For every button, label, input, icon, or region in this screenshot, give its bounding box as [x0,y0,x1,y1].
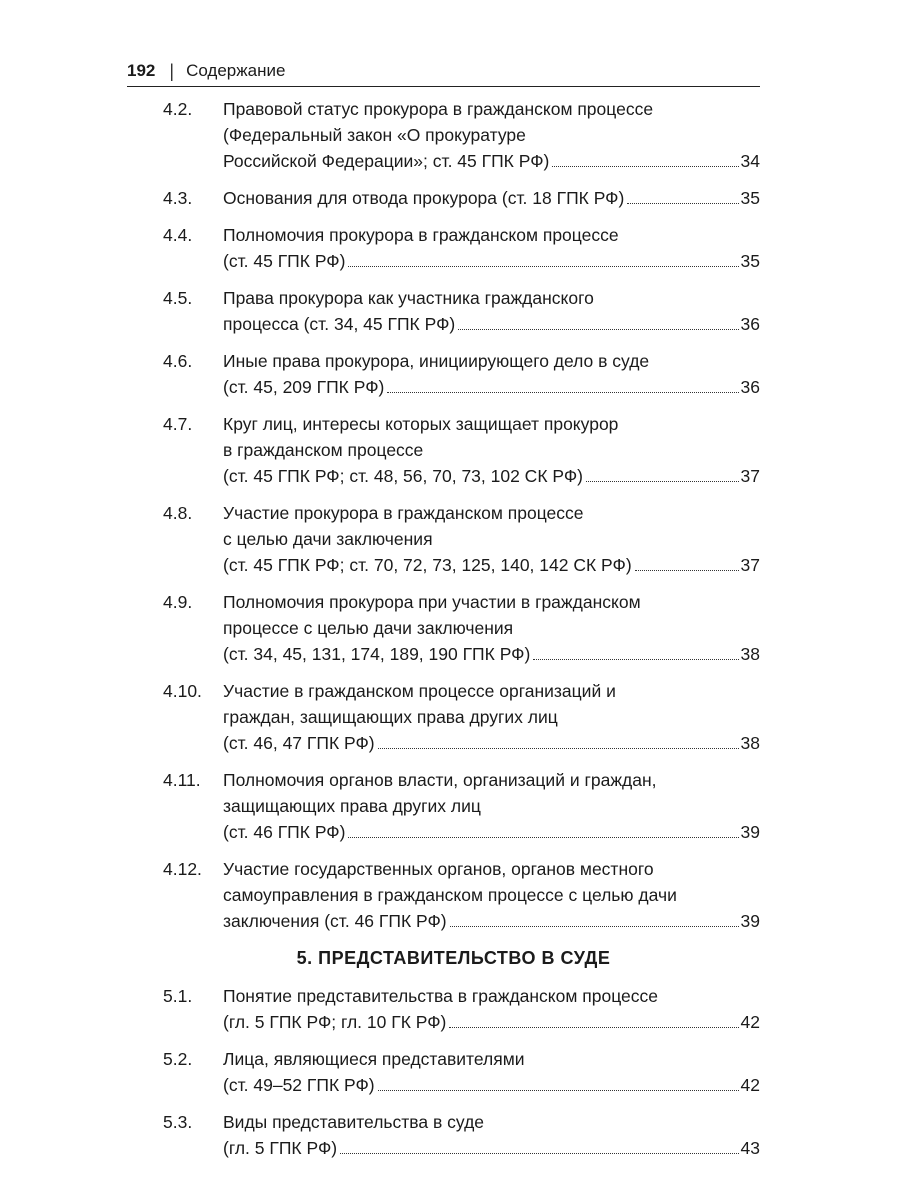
toc-page-number[interactable]: 34 [740,151,760,171]
toc-entry-text-line: (Федеральный закон «О прокуратуре [223,125,526,145]
toc-page-number[interactable]: 42 [740,1012,760,1032]
toc-entry-leader-line [223,374,760,400]
toc-group-section-5 [127,983,760,1161]
toc-entry-text-line: (гл. 5 ГПК РФ; гл. 10 ГК РФ) [223,1012,447,1032]
toc-entry-leader-line [223,730,760,756]
dot-leader [348,265,738,267]
toc-group-section-4 [127,96,760,934]
toc-entry-leader-line [223,819,760,845]
running-header [127,58,760,84]
dot-leader [627,202,738,204]
toc-entry-text-line: (ст. 46 ГПК РФ) [223,822,346,842]
toc-page-number[interactable]: 38 [740,733,760,753]
toc-entry-number: 4.10. [163,681,202,701]
toc-page-number[interactable]: 43 [740,1138,760,1158]
toc-entry-text-line: заключения (ст. 46 ГПК РФ) [223,911,447,931]
dot-leader [450,925,739,927]
toc-page-number[interactable]: 42 [740,1075,760,1095]
toc-entry-number: 5.2. [163,1049,193,1069]
toc-entry-leader-line [223,1009,760,1035]
toc-entry[interactable] [127,767,760,845]
toc-entry-text-line: Круг лиц, интересы которых защищает прокурор [223,414,619,434]
toc-entry-text-line: процессе с целью дачи заключения [223,618,514,638]
dot-leader [458,328,738,330]
header-rule [127,86,760,87]
toc-entry[interactable] [127,589,760,667]
toc-page-number[interactable]: 39 [740,822,760,842]
toc-entry-leader-line [223,148,760,174]
toc-entry[interactable] [127,285,760,337]
toc-entry-leader-line [223,248,760,274]
toc-entry-text-line: Полномочия прокурора в гражданском процессе [223,225,619,245]
toc-entry-text-line: граждан, защищающих права других лиц [223,707,558,727]
toc-entry[interactable] [127,1046,760,1098]
header-title: Содержание [186,61,286,80]
toc-entry-number: 4.8. [163,503,193,523]
toc-page-number[interactable]: 37 [740,466,760,486]
toc-entry-number: 4.11. [163,770,201,790]
toc-entry-leader-line [223,1072,760,1098]
header-separator: | [169,60,175,81]
toc-entry-number: 4.2. [163,99,193,119]
toc-entry-leader-line [223,311,760,337]
dot-leader [378,1089,739,1091]
toc-entry-leader-line [223,641,760,667]
toc-entry-text-line: (ст. 46, 47 ГПК РФ) [223,733,375,753]
toc-page-number[interactable]: 35 [740,188,760,208]
page-number: 192 [127,61,156,80]
toc-entry-text-line: защищающих права других лиц [223,796,481,816]
toc-entry-text-line: (ст. 45 ГПК РФ; ст. 70, 72, 73, 125, 140, 142 СК РФ) [223,555,632,575]
dot-leader [635,569,739,571]
toc-page-number[interactable]: 36 [740,377,760,397]
toc-entry-text-line: Понятие представительства в гражданском процессе [223,986,659,1006]
toc-entry[interactable] [127,856,760,934]
toc-entry[interactable] [127,96,760,174]
toc-entry-text-line: Основания для отвода прокурора (ст. 18 ГПК РФ) [223,188,625,208]
dot-leader [348,836,738,838]
toc-entry-text-line: Лица, являющиеся представителями [223,1049,525,1069]
dot-leader [378,747,739,749]
toc-entry[interactable] [127,983,760,1035]
toc-page-number[interactable]: 38 [740,644,760,664]
toc-entry-text-line: Участие в гражданском процессе организаций и [223,681,616,701]
toc-entry-number: 5.1. [163,986,193,1006]
toc-entry[interactable] [127,348,760,400]
toc-entry[interactable] [127,500,760,578]
toc-entry-text-line: Права прокурора как участника гражданского [223,288,594,308]
dot-leader [586,480,739,482]
toc-entry[interactable] [127,678,760,756]
toc-entry-text-line: Полномочия прокурора при участии в гражданском [223,592,641,612]
dot-leader [552,165,738,167]
toc-entry-text-line: Участие государственных органов, органов местного [223,859,654,879]
toc-entry-number: 4.9. [163,592,193,612]
toc-entry-number: 4.4. [163,225,193,245]
toc-entry-leader-line [223,185,760,211]
toc-entry-text-line: (ст. 45 ГПК РФ; ст. 48, 56, 70, 73, 102 СК РФ) [223,466,583,486]
toc-entry[interactable] [127,1109,760,1161]
toc-entry-number: 4.5. [163,288,193,308]
toc-entry-text-line: (ст. 45, 209 ГПК РФ) [223,377,385,397]
toc-entry[interactable] [127,185,760,211]
toc-entry-number: 4.3. [163,188,193,208]
toc-entry-text-line: (ст. 34, 45, 131, 174, 189, 190 ГПК РФ) [223,644,531,664]
toc-entry-text-line: Правовой статус прокурора в гражданском процессе [223,99,654,119]
toc-entry-text-line: с целью дачи заключения [223,529,433,549]
toc-entry-leader-line [223,1135,760,1161]
toc-entry-text-line: Иные права прокурора, инициирующего дело в суде [223,351,650,371]
toc-entry-text-line: Участие прокурора в гражданском процессе [223,503,584,523]
toc-entry-text-line: самоуправления в гражданском процессе с целью дачи [223,885,677,905]
toc-entry-text-line: Виды представительства в суде [223,1112,485,1132]
dot-leader [449,1026,738,1028]
table-of-contents [127,96,760,1172]
toc-entry-leader-line [223,552,760,578]
toc-page-number[interactable]: 39 [740,911,760,931]
toc-entry-text-line: Российской Федерации»; ст. 45 ГПК РФ) [223,151,550,171]
toc-entry-text-line: в гражданском процессе [223,440,424,460]
toc-entry-text-line: процесса (ст. 34, 45 ГПК РФ) [223,314,456,334]
toc-entry-text-line: Полномочия органов власти, организаций и граждан, [223,770,657,790]
section-heading: 5. ПРЕДСТАВИТЕЛЬСТВО В СУДЕ [296,948,611,968]
toc-page-number[interactable]: 37 [740,555,760,575]
toc-page-number[interactable]: 36 [740,314,760,334]
toc-entry[interactable] [127,222,760,274]
toc-entry-number: 4.12. [163,859,202,879]
toc-entry-number: 5.3. [163,1112,193,1132]
toc-entry[interactable] [127,411,760,489]
toc-entry-text-line: (ст. 45 ГПК РФ) [223,251,346,271]
toc-entry-leader-line [223,908,760,934]
toc-entry-text-line: (ст. 49–52 ГПК РФ) [223,1075,375,1095]
dot-leader [340,1152,738,1154]
toc-entry-number: 4.7. [163,414,193,434]
toc-page-number[interactable]: 35 [740,251,760,271]
toc-entry-leader-line [223,463,760,489]
toc-entry-number: 4.6. [163,351,193,371]
dot-leader [533,658,738,660]
toc-entry-text-line: (гл. 5 ГПК РФ) [223,1138,338,1158]
dot-leader [387,391,738,393]
